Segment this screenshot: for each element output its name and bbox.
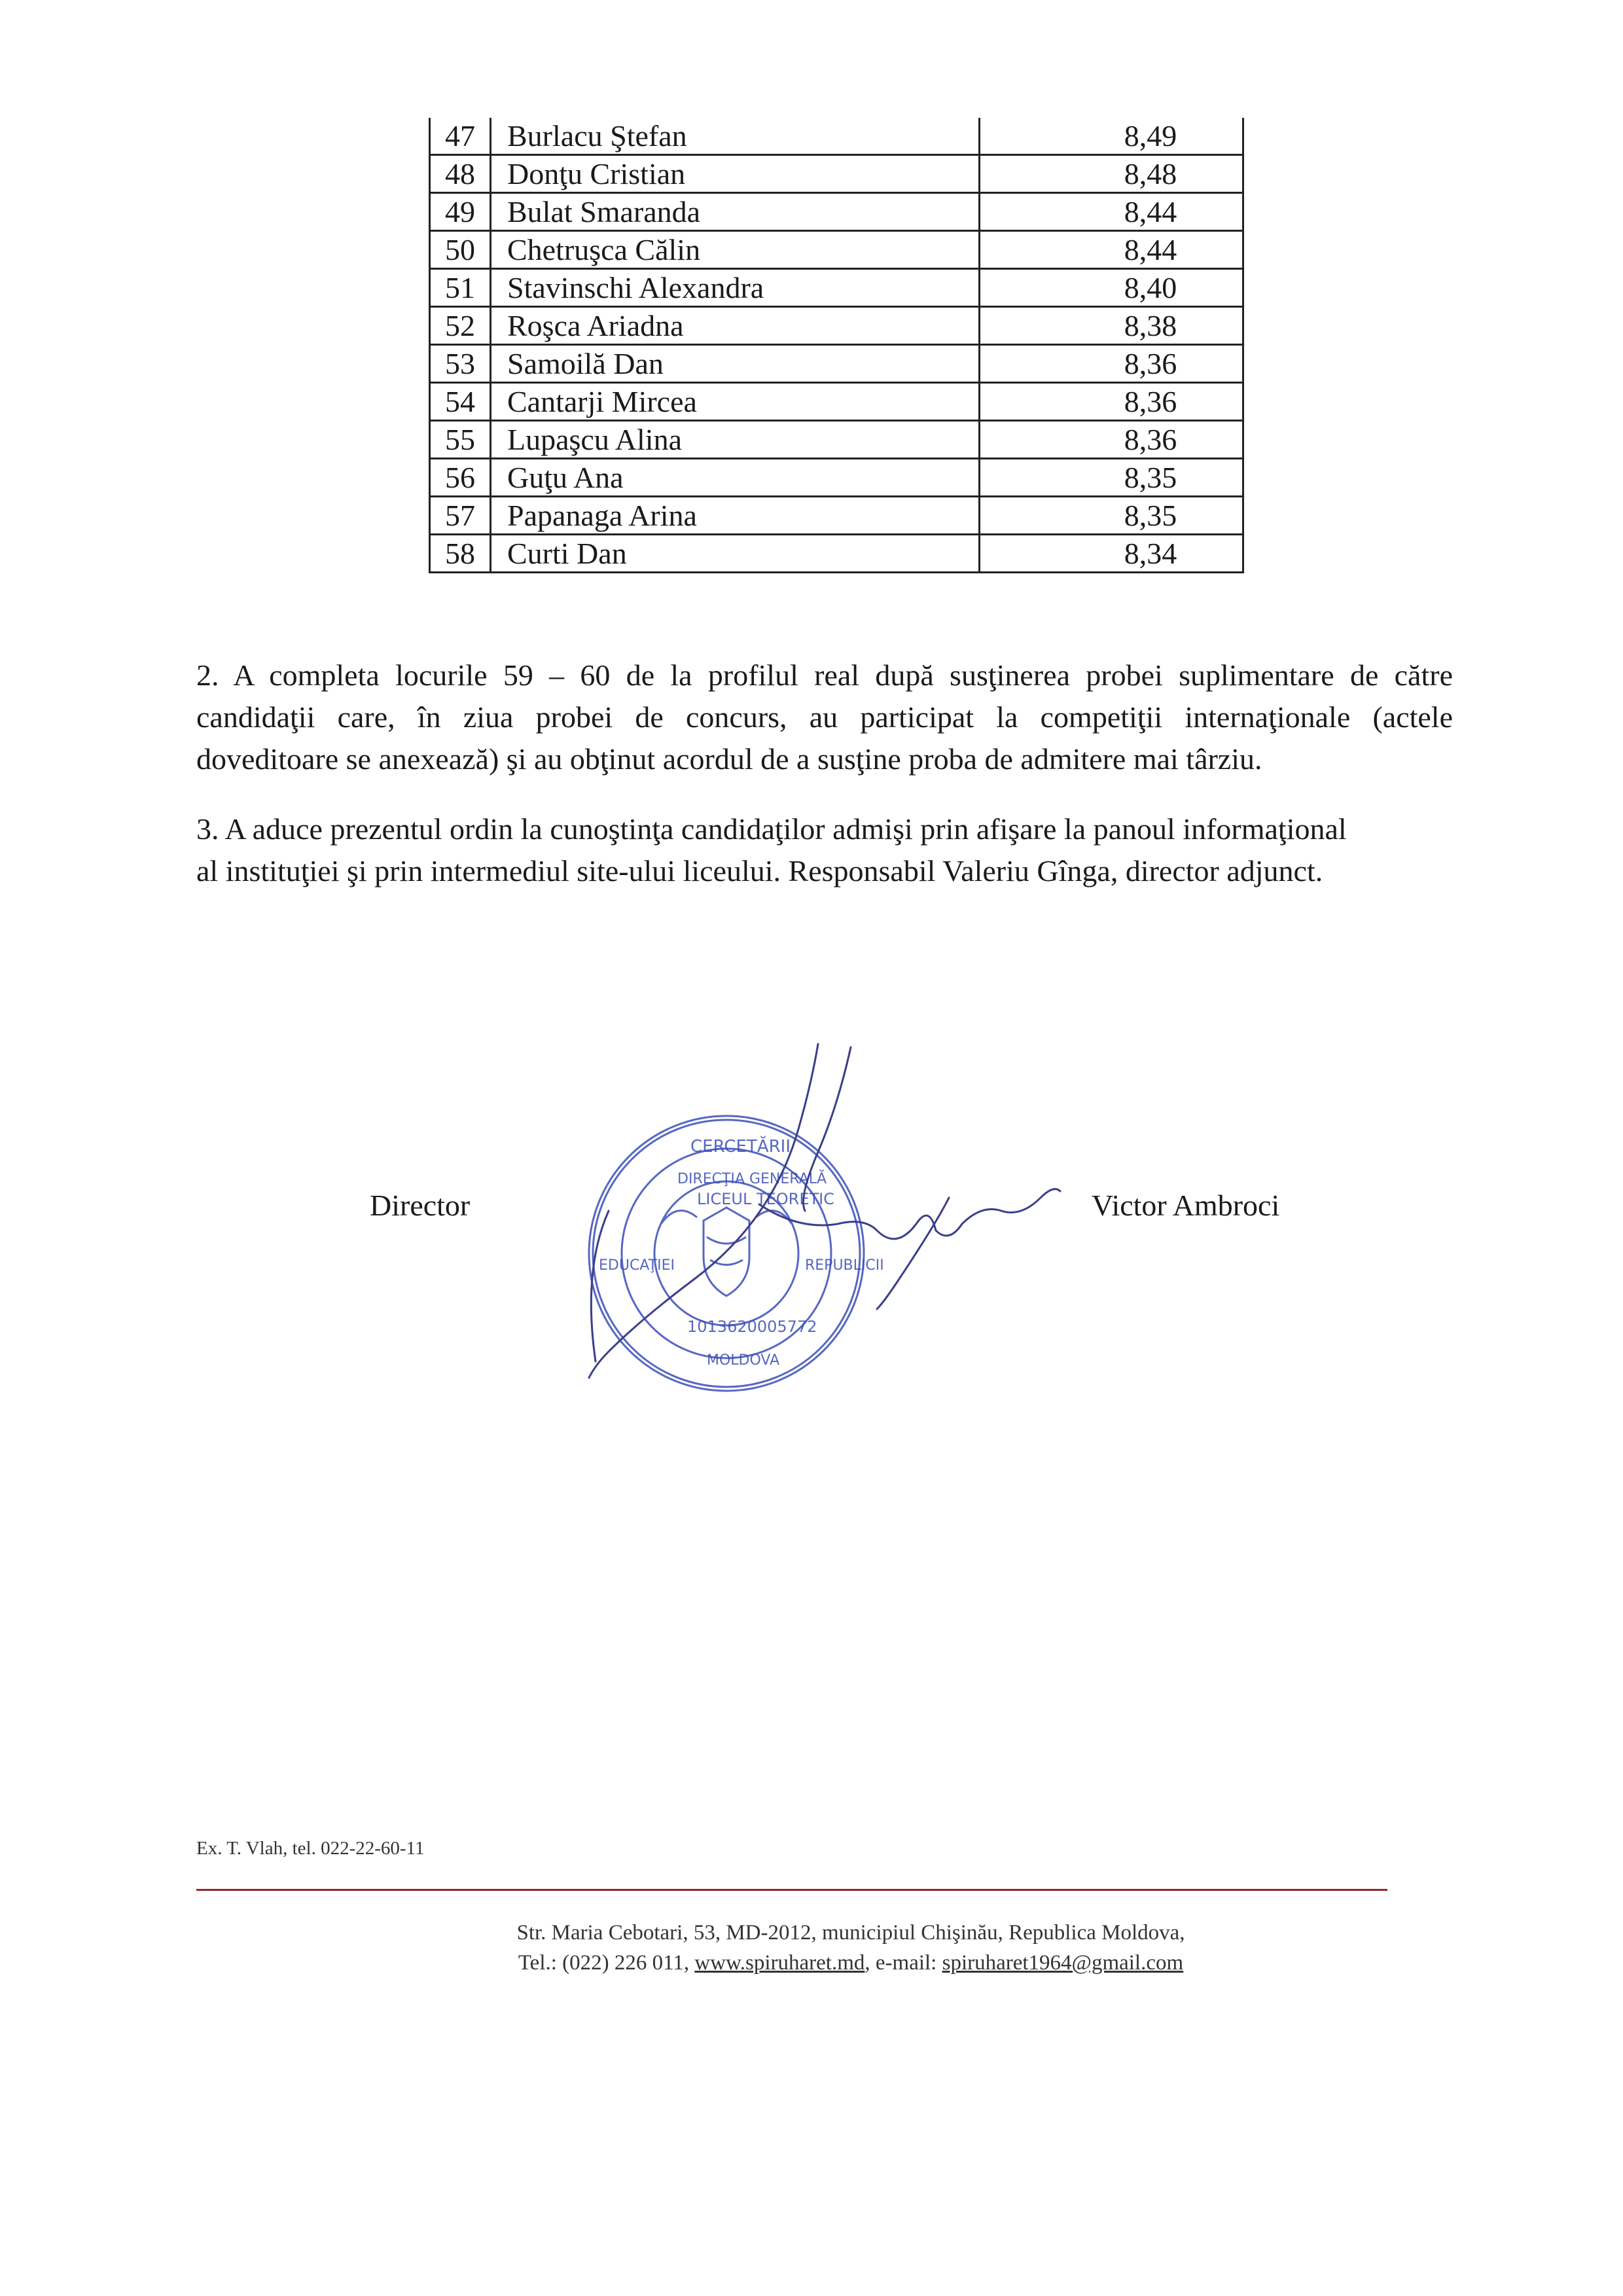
svg-text:1013620005772: 1013620005772 <box>687 1318 817 1336</box>
director-signature-icon <box>543 1034 1080 1388</box>
row-number: 53 <box>430 345 491 383</box>
student-name: Donţu Cristian <box>491 155 980 193</box>
paragraph-3-line: al instituţiei şi prin intermediul site-ului liceului. Responsabil Valeriu Gînga, director adjunct. <box>196 854 1323 888</box>
signatory-name: Victor Ambroci <box>1092 1189 1280 1222</box>
student-name: Stavinschi Alexandra <box>491 269 980 307</box>
row-number: 50 <box>430 231 491 269</box>
row-number: 51 <box>430 269 491 307</box>
table-row <box>430 421 1243 459</box>
student-grade: 8,34 <box>980 535 1243 573</box>
student-grade: 8,35 <box>980 497 1243 535</box>
table-row <box>430 345 1243 383</box>
paragraph-2-line: candidaţii care, în ziua probei de concurs, au participat la competiţii internaţionale (actele <box>196 700 1453 734</box>
student-grade: 8,36 <box>980 345 1243 383</box>
table-row <box>430 269 1243 307</box>
footer-phone: Tel.: (022) 226 011, <box>518 1951 695 1975</box>
table-row <box>430 383 1243 421</box>
executor-contact: Ex. T. Vlah, tel. 022-22-60-11 <box>196 1838 425 1859</box>
paragraph-3-line: 3. A aduce prezentul ordin la cunoştinţa candidaţilor admişi prin afişare la panoul informaţional <box>196 812 1347 846</box>
table-row <box>430 155 1243 193</box>
row-number: 55 <box>430 421 491 459</box>
student-grade: 8,38 <box>980 307 1243 345</box>
paragraph-2-line: doveditoare se anexează) şi au obţinut acordul de a susţine proba de admitere mai târziu. <box>196 742 1262 776</box>
svg-text:MOLDOVA: MOLDOVA <box>707 1352 780 1369</box>
results-table <box>429 118 1244 573</box>
paragraph-2 <box>196 655 1453 780</box>
table-row <box>430 535 1243 573</box>
results-table-body <box>430 118 1243 573</box>
table-row <box>430 497 1243 535</box>
student-name: Papanaga Arina <box>491 497 980 535</box>
student-grade: 8,35 <box>980 459 1243 497</box>
svg-text:LICEUL TEORETIC: LICEUL TEORETIC <box>697 1190 834 1208</box>
row-number: 58 <box>430 535 491 573</box>
student-name: Burlacu Ştefan <box>491 118 980 155</box>
row-number: 54 <box>430 383 491 421</box>
student-grade: 8,36 <box>980 383 1243 421</box>
paragraph-3 <box>196 808 1453 892</box>
svg-text:DIRECŢIA GENERALĂ: DIRECŢIA GENERALĂ <box>677 1171 827 1187</box>
student-grade: 8,40 <box>980 269 1243 307</box>
table-row <box>430 307 1243 345</box>
student-name: Curti Dan <box>491 535 980 573</box>
row-number: 56 <box>430 459 491 497</box>
student-grade: 8,44 <box>980 193 1243 231</box>
student-name: Roşca Ariadna <box>491 307 980 345</box>
table-row <box>430 459 1243 497</box>
footer-address: Str. Maria Cebotari, 53, MD-2012, municipiul Chişinău, Republica Moldova, <box>516 1921 1185 1945</box>
student-name: Samoilă Dan <box>491 345 980 383</box>
student-name: Chetruşca Călin <box>491 231 980 269</box>
paragraph-2-line: 2. A completa locurile 59 – 60 de la profilul real după susţinerea probei suplimentare de către <box>196 658 1453 692</box>
row-number: 49 <box>430 193 491 231</box>
row-number: 47 <box>430 118 491 155</box>
student-name: Lupaşcu Alina <box>491 421 980 459</box>
svg-text:CERCETĂRII: CERCETĂRII <box>690 1137 791 1157</box>
student-name: Bulat Smaranda <box>491 193 980 231</box>
student-name: Guţu Ana <box>491 459 980 497</box>
row-number: 52 <box>430 307 491 345</box>
table-row <box>430 231 1243 269</box>
website-link[interactable]: www.spiruharet.md <box>694 1951 865 1975</box>
svg-text:REPUBLICII: REPUBLICII <box>805 1257 884 1274</box>
row-number: 48 <box>430 155 491 193</box>
row-number: 57 <box>430 497 491 535</box>
student-grade: 8,49 <box>980 118 1243 155</box>
footer-email-label: , e-mail: <box>865 1951 942 1975</box>
svg-text:EDUCAŢIEI: EDUCAŢIEI <box>599 1257 675 1274</box>
student-grade: 8,44 <box>980 231 1243 269</box>
table-row <box>430 193 1243 231</box>
footer-divider <box>196 1889 1387 1891</box>
footer-contacts <box>458 1948 1243 1978</box>
student-grade: 8,36 <box>980 421 1243 459</box>
table-row <box>430 118 1243 155</box>
email-link[interactable]: spiruharet1964@gmail.com <box>942 1951 1184 1975</box>
signatory-title: Director <box>370 1189 471 1222</box>
footer <box>458 1918 1243 1978</box>
student-grade: 8,48 <box>980 155 1243 193</box>
student-name: Cantarji Mircea <box>491 383 980 421</box>
